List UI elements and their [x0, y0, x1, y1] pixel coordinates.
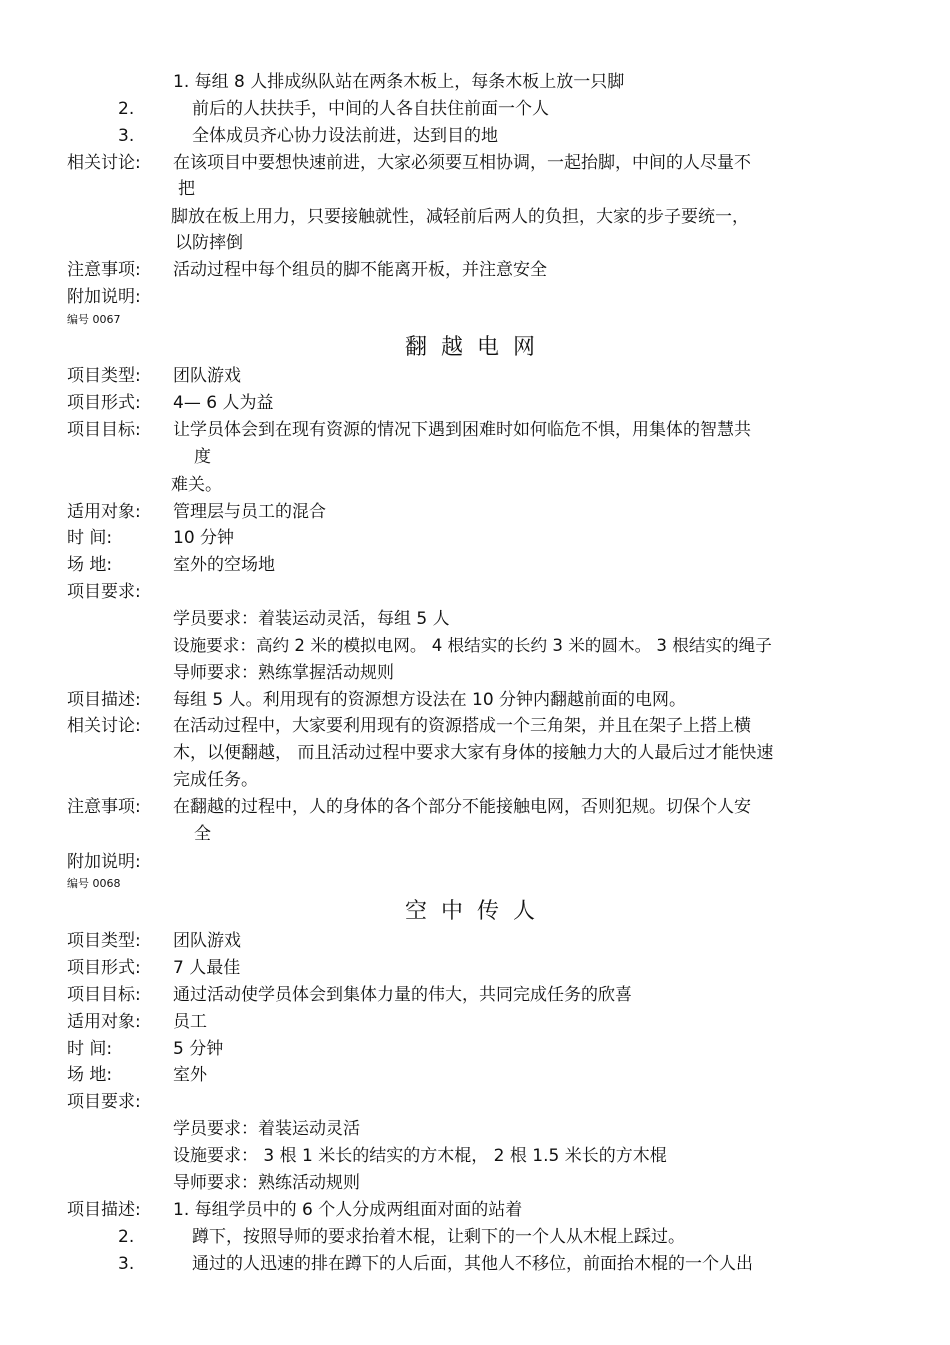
facility-requirement: 设施要求：高约 2 米的模拟电网。 4 根结实的长约 3 米的圆木。 3 根结实的绳子 [173, 636, 772, 655]
step-1: 1. 每组 8 人排成纵队站在两条木板上，每条木板上放一只脚 [173, 72, 625, 92]
form-value: 7 人最佳 [173, 958, 241, 978]
venue-label: 场 地: [67, 1065, 113, 1085]
target-label: 适用对象: [67, 502, 141, 522]
target-value: 管理层与员工的混合 [173, 502, 326, 522]
section-title: 空中传人 [405, 899, 550, 924]
goal-line: 难关。 [171, 475, 222, 495]
venue-value: 室外的空场地 [173, 555, 275, 575]
item-code: 编号 0067 [67, 313, 121, 326]
mentor-requirement: 导师要求：熟练掌握活动规则 [173, 663, 394, 683]
goal-line: 让学员体会到在现有资源的情况下遇到困难时如何临危不惧，用集体的智慧共 [173, 420, 751, 440]
target-value: 员工 [173, 1012, 207, 1032]
mentor-requirement: 导师要求：熟练活动规则 [173, 1173, 360, 1193]
time-value: 10 分钟 [173, 528, 235, 548]
description-step-3: 通过的人迅速的排在蹲下的人后面，其他人不移位，前面抬木棍的一个人出 [192, 1254, 753, 1274]
facility-requirement: 设施要求： 3 根 1 米长的结实的方木棍， 2 根 1.5 米长的方木棍 [173, 1146, 667, 1166]
time-value: 5 分钟 [173, 1039, 224, 1059]
step-2-text: 前后的人扶扶手，中间的人各自扶住前面一个人 [192, 99, 549, 119]
form-label: 项目形式: [67, 393, 141, 413]
time-label: 时 间: [67, 1039, 113, 1059]
venue-value: 室外 [173, 1065, 207, 1085]
notes-label: 注意事项: [67, 797, 141, 817]
description-step-3-number: 3. [118, 1254, 135, 1274]
description-label: 项目描述: [67, 1200, 141, 1220]
form-value: 4— 6 人为益 [173, 393, 274, 413]
type-label: 项目类型: [67, 366, 141, 386]
description-step-1: 1. 每组学员中的 6 个人分成两组面对面的站着 [173, 1200, 523, 1220]
extra-label: 附加说明: [67, 852, 141, 872]
requirements-label: 项目要求: [67, 1092, 141, 1112]
notes-label: 注意事项: [67, 260, 141, 280]
extra-label: 附加说明: [67, 287, 141, 307]
time-label: 时 间: [67, 528, 113, 548]
discussion-line: 以防摔倒 [175, 233, 243, 253]
discussion-label: 相关讨论: [67, 716, 141, 736]
notes-line: 全 [194, 824, 211, 844]
notes-text: 活动过程中每个组员的脚不能离开板，并注意安全 [173, 260, 547, 280]
step-3-number: 3. [118, 126, 135, 146]
step-2-number: 2. [118, 99, 135, 119]
item-code: 编号 0068 [67, 877, 121, 890]
description-label: 项目描述: [67, 690, 141, 710]
description-step-2-number: 2. [118, 1227, 135, 1247]
discussion-line: 把 [178, 179, 195, 199]
student-requirement: 学员要求：着装运动灵活，每组 5 人 [173, 609, 450, 629]
student-requirement: 学员要求：着装运动灵活 [173, 1119, 360, 1139]
goal-label: 项目目标: [67, 420, 141, 440]
discussion-label: 相关讨论: [67, 153, 141, 173]
type-value: 团队游戏 [173, 366, 241, 386]
section-title: 翻越电网 [405, 335, 550, 360]
type-value: 团队游戏 [173, 931, 241, 951]
step-3-text: 全体成员齐心协力设法前进，达到目的地 [192, 126, 498, 146]
description-text: 每组 5 人。利用现有的资源想方设法在 10 分钟内翻越前面的电网。 [173, 690, 687, 710]
description-step-2: 蹲下，按照导师的要求抬着木棍，让剩下的一个人从木棍上踩过。 [192, 1227, 685, 1247]
notes-line: 在翻越的过程中，人的身体的各个部分不能接触电网，否则犯规。切保个人安 [173, 797, 751, 817]
discussion-line: 在活动过程中，大家要利用现有的资源搭成一个三角架，并且在架子上搭上横 [173, 716, 751, 736]
discussion-line: 脚放在板上用力，只要接触就性，减轻前后两人的负担，大家的步子要统一， [171, 207, 749, 227]
discussion-line: 木，以便翻越， 而且活动过程中要求大家有身体的接触力大的人最后过才能快速 [173, 743, 774, 763]
requirements-label: 项目要求: [67, 582, 141, 602]
discussion-line: 在该项目中要想快速前进，大家必须要互相协调，一起抬脚，中间的人尽量不 [173, 153, 751, 173]
goal-text: 通过活动使学员体会到集体力量的伟大，共同完成任务的欣喜 [173, 985, 632, 1005]
form-label: 项目形式: [67, 958, 141, 978]
target-label: 适用对象: [67, 1012, 141, 1032]
goal-label: 项目目标: [67, 985, 141, 1005]
goal-line: 度 [194, 447, 211, 467]
type-label: 项目类型: [67, 931, 141, 951]
venue-label: 场 地: [67, 555, 113, 575]
discussion-line: 完成任务。 [173, 770, 258, 790]
